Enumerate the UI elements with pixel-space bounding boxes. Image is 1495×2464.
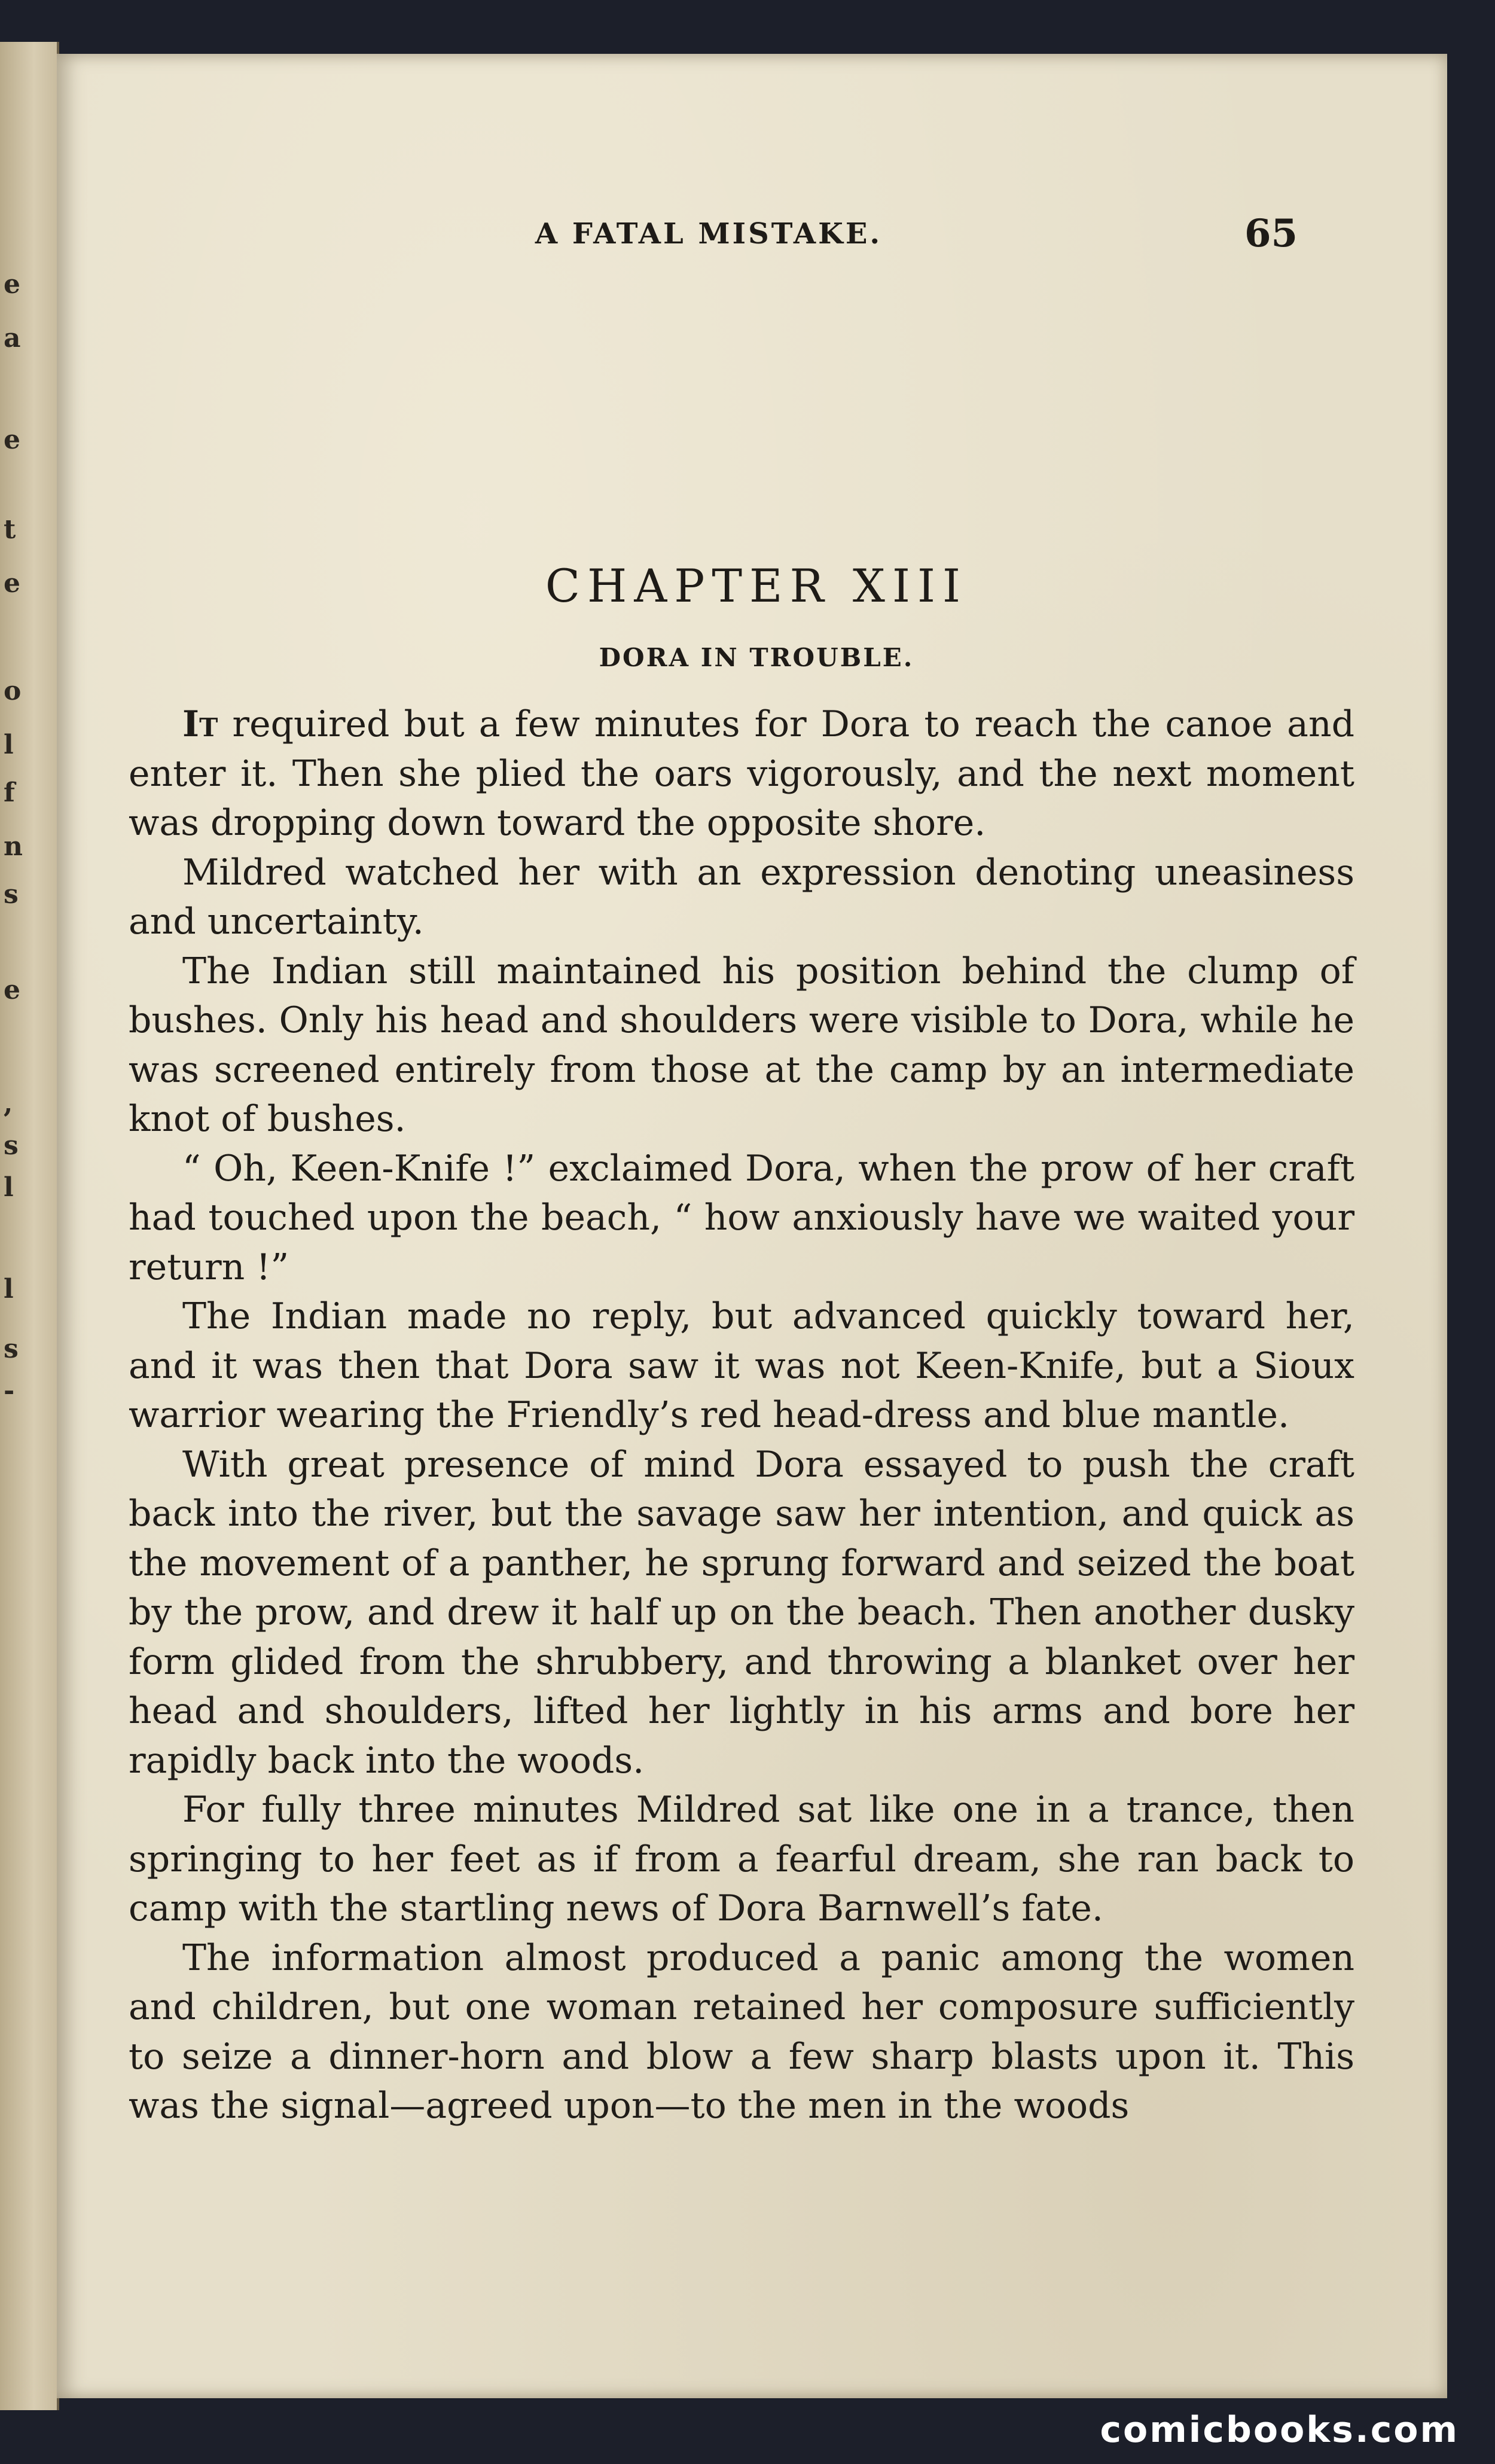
margin-fragment: e xyxy=(4,269,20,300)
paragraph xyxy=(129,848,1354,947)
margin-fragment: o xyxy=(4,676,22,706)
paragraph-text: The information almost produced a panic among the women and children, but one woman retained her composure sufficiently to seize a dinner-horn and blow a few sharp blasts upon it. This was the signal—agreed upon—to the men in the woods xyxy=(129,1937,1354,2127)
margin-fragment: s xyxy=(4,1334,19,1364)
margin-fragment: l xyxy=(4,1172,14,1203)
margin-fragment: f xyxy=(4,777,15,808)
paragraph-text: Mildred watched her with an expression denoting uneasiness and uncertainty. xyxy=(129,851,1354,943)
paragraph xyxy=(129,1934,1354,2131)
margin-fragment: , xyxy=(4,1088,13,1119)
margin-fragment: l xyxy=(4,1274,14,1304)
previous-page-edge xyxy=(0,42,59,2410)
book-page xyxy=(57,54,1447,2398)
margin-fragment: l xyxy=(4,730,14,760)
paragraph-text: The Indian still maintained his position behind the clump of bushes. Only his head and shoulders were visible to Dora, while he was screened entirely from those at the camp by an intermediate knot of bushes. xyxy=(129,950,1354,1140)
chapter-title: DORA IN TROUBLE. xyxy=(599,643,914,672)
page-number: 65 xyxy=(1244,211,1298,256)
paragraph-text: With great presence of mind Dora essayed to push the craft back into the river, but the savage saw her intention, and quick as the movement of a panther, he sprung forward and seized the boat by the prow, and drew it half up on the beach. Then another dusky form glided from the shrubbery, and throwing a blanket over her head and shoulders, lifted her lightly in his arms and bore her rapidly back into the woods. xyxy=(129,1443,1354,1782)
paragraph xyxy=(129,1292,1354,1440)
margin-fragment: e xyxy=(4,568,20,599)
paragraph xyxy=(129,700,1354,848)
chapter-heading: CHAPTER XIII xyxy=(545,559,968,612)
paragraph xyxy=(129,1440,1354,1786)
paragraph-text: required but a few minutes for Dora to reach the canoe and enter it. Then she plied the oars vigorously, and the next moment was dropping down toward the opposite shore. xyxy=(129,703,1354,844)
margin-fragment: t xyxy=(4,514,16,545)
body-text xyxy=(129,700,1354,2131)
running-header xyxy=(57,206,1447,254)
margin-fragment: a xyxy=(4,323,21,353)
paragraph-text: For fully three minutes Mildred sat like one in a trance, then springing to her feet as if from a fearful dream, she ran back to camp with the startling news of Dora Barnwell’s fate. xyxy=(129,1789,1354,1929)
paragraph xyxy=(129,1785,1354,1934)
margin-fragment: s xyxy=(4,879,19,910)
margin-fragment: e xyxy=(4,425,20,455)
paragraph xyxy=(129,1144,1354,1292)
paragraph-lead: It xyxy=(182,703,218,745)
margin-fragment: n xyxy=(4,831,23,862)
running-title: A FATAL MISTAKE. xyxy=(535,217,883,251)
margin-fragment: s xyxy=(4,1130,19,1161)
margin-fragment: e xyxy=(4,975,20,1005)
margin-fragment: - xyxy=(4,1376,15,1406)
site-watermark: comicbooks.com xyxy=(1100,2409,1459,2451)
paragraph-text: The Indian made no reply, but advanced quickly toward her, and it was then that Dora saw it was not Keen-Knife, but a Sioux warrior wearing the Friendly’s red head-dress and blue mantle. xyxy=(129,1295,1354,1436)
paragraph-text: “ Oh, Keen-Knife !” exclaimed Dora, when the prow of her craft had touched upon the beach, “ how anxiously have we waited your return !” xyxy=(129,1147,1354,1288)
paragraph xyxy=(129,947,1354,1144)
